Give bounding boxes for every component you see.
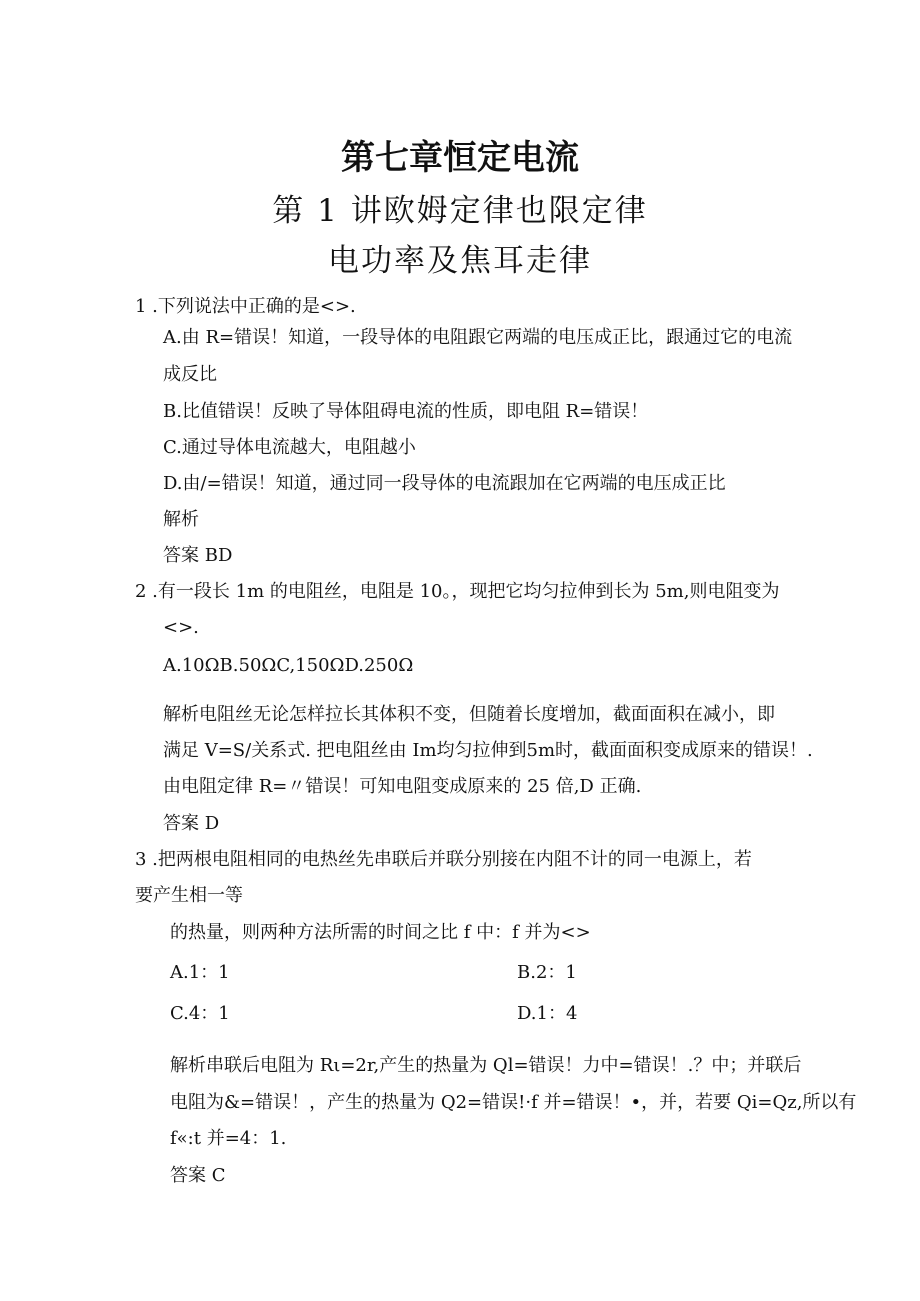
lecture-title-line-2: 电功率及焦耳走律	[328, 243, 592, 279]
q1-option-b: B.比值错误！反映了导体阻碍电流的性质，即电阻 R=错误！	[163, 401, 649, 422]
q2-analysis-line3: 由电阻定律 R=〃错误！可知电阻变成原来的 25 倍,D 正确.	[163, 776, 642, 797]
q3-analysis-line3: f«:t 并=4：1.	[170, 1128, 287, 1149]
q1-option-a-line2: 成反比	[163, 364, 217, 385]
q3-analysis-line2: 电阻为&=错误！，产生的热量为 Q2=错误!·f 并=错误！•，并，若要 Qi=Qz,所以有	[170, 1092, 857, 1113]
q3-answer: 答案 C	[170, 1165, 226, 1186]
lecture-title-line-1: 第 1 讲欧姆定律也限定律	[272, 193, 648, 229]
q2-analysis-line1: 解析电阻丝无论怎样拉长其体积不变，但随着长度增加，截面面积在减小，即	[163, 704, 775, 725]
q3-option-c: C.4：1	[170, 1003, 230, 1024]
q3-option-b: B.2：1	[517, 962, 577, 983]
q3-option-a: A.1：1	[170, 962, 230, 983]
q2-stem-line2: <>.	[163, 617, 199, 638]
q1-option-a-line1: A.由 R=错误！知道，一段导体的电阻跟它两端的电压成正比，跟通过它的电流	[163, 327, 793, 348]
q2-answer: 答案 D	[163, 813, 220, 834]
q3-stem-line3: 的热量，则两种方法所需的时间之比 f 中：f 并为<>	[170, 922, 591, 943]
q3-option-d: D.1：4	[517, 1003, 578, 1024]
q3-stem-line1: 3 .把两根电阻相同的电热丝先串联后并联分别接在内阻不计的同一电源上，若	[135, 849, 752, 870]
q1-stem: 1 .下列说法中正确的是<>.	[135, 296, 356, 317]
q1-option-d: D.由/=错误！知道，通过同一段导体的电流跟加在它两端的电压成正比	[163, 473, 726, 494]
q2-analysis-line2: 满足 V=S/关系式. 把电阻丝由 Im均匀拉伸到5m时，截面面积变成原来的错误！.	[163, 740, 813, 761]
chapter-title: 第七章恒定电流	[341, 138, 579, 178]
q2-stem-line1: 2 .有一段长 1m 的电阻丝，电阻是 10。，现把它均匀拉伸到长为 5m,则电阻变为	[135, 581, 780, 602]
q3-stem-line2: 要产生相一等	[135, 885, 243, 906]
q1-option-c: C.通过导体电流越大，电阻越小	[163, 437, 416, 458]
q1-analysis: 解析	[163, 509, 199, 530]
q2-options: A.10ΩB.50ΩC,150ΩD.250Ω	[163, 655, 414, 676]
q3-analysis-line1: 解析串联后电阻为 Rι=2r,产生的热量为 Ql=错误！力中=错误！.？中；并联后	[170, 1055, 802, 1076]
q1-answer: 答案 BD	[163, 545, 233, 566]
